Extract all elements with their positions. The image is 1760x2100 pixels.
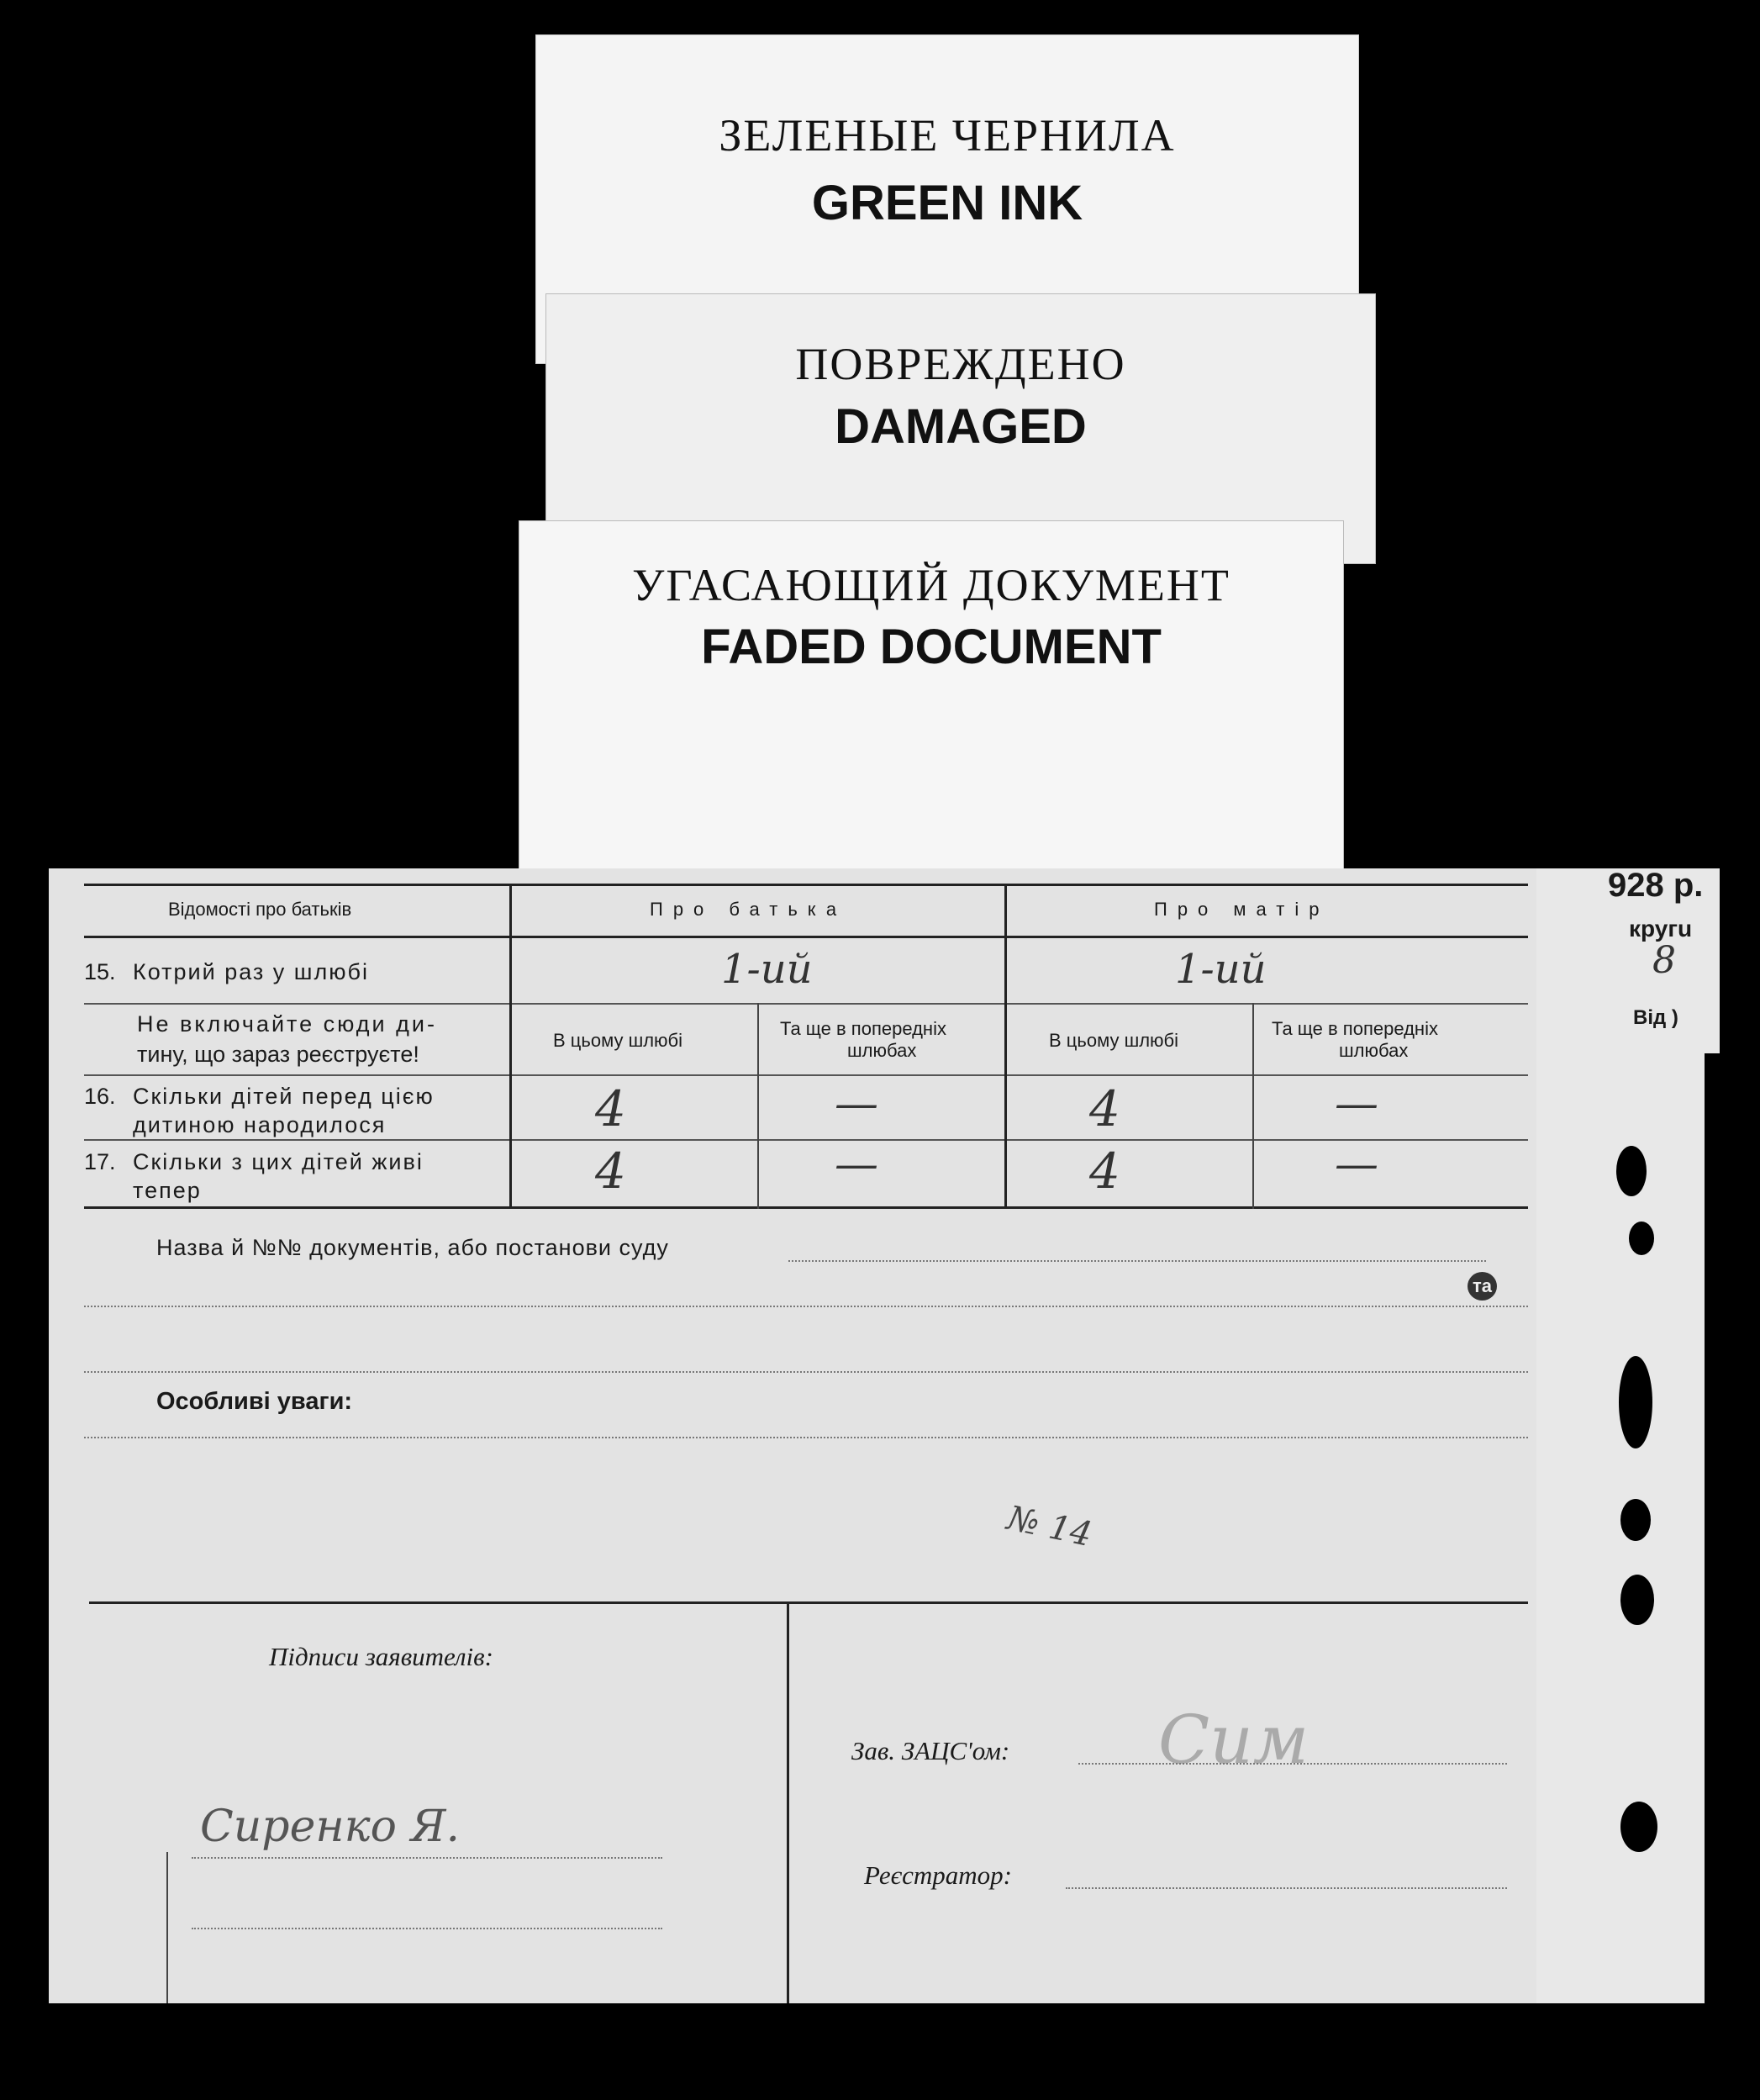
punch-hole xyxy=(1620,1802,1657,1852)
row15-label: Котрий раз у шлюбі xyxy=(133,959,369,984)
row17-mother-this: 4 xyxy=(1089,1142,1120,1200)
margin-line xyxy=(166,1852,168,2003)
year-label: 928 р. xyxy=(1608,867,1704,904)
notes-label: Особливі уваги: xyxy=(156,1388,353,1415)
row17-line-1: Скільки з цих дітей живі xyxy=(133,1149,424,1174)
stamp-scribble: № 14 xyxy=(1004,1498,1096,1555)
col-border xyxy=(509,884,512,1209)
registration-form xyxy=(49,868,1720,2003)
row16-line-1: Скільки дітей перед цією xyxy=(133,1084,435,1109)
punch-hole xyxy=(1619,1356,1652,1448)
note-line-1: Не включайте сюди ди- xyxy=(137,1011,437,1037)
mother-in-this-marriage: В цьому шлюбі xyxy=(1049,1030,1179,1051)
row-border xyxy=(84,1074,1528,1076)
father-prev-line-2: шлюбах xyxy=(847,1040,917,1061)
signature-top-border xyxy=(89,1601,1528,1604)
head-signature: Сим xyxy=(1158,1701,1309,1779)
registrar-label: Реєстратор: xyxy=(864,1860,1012,1890)
signature-line xyxy=(1066,1887,1507,1889)
documents-fill-line xyxy=(788,1260,1486,1262)
father-prev-line-1: Та ще в попередніх xyxy=(780,1018,946,1039)
col-border xyxy=(1004,884,1007,1209)
signature-divider xyxy=(787,1601,789,2003)
row16-father-this: 4 xyxy=(595,1080,626,1137)
faded-document-card xyxy=(519,521,1343,874)
row17-father-prev: — xyxy=(835,1139,878,1190)
card-en-label: GREEN INK xyxy=(811,176,1083,230)
col-border xyxy=(757,1003,759,1209)
header-bottom-border xyxy=(84,936,1528,938)
table-bottom-border xyxy=(84,1206,1528,1209)
father-header: Про батька xyxy=(650,899,847,920)
card-ru-label: ЗЕЛЕНЫЕ ЧЕРНИЛА xyxy=(719,110,1176,161)
fill-line xyxy=(84,1306,1528,1307)
row15-mother-value: 1-ий xyxy=(1175,946,1267,993)
row-number: 16. xyxy=(84,1084,116,1109)
applicants-label: Підписи заявителів: xyxy=(269,1642,493,1671)
punch-hole xyxy=(1616,1146,1647,1196)
parents-header: Відомості про батьків xyxy=(168,899,352,920)
documents-label: Назва й №№ документів, або постанови суду xyxy=(156,1235,669,1260)
row16-line-2: дитиною народилося xyxy=(133,1112,387,1137)
mother-prev-line-2: шлюбах xyxy=(1339,1040,1409,1061)
mother-prev-line-1: Та ще в попередніх xyxy=(1272,1018,1438,1039)
row-border xyxy=(84,1139,1528,1141)
applicant-signature: Сиренко Я. xyxy=(200,1802,461,1852)
torn-edge xyxy=(1705,1053,1720,2003)
row-border xyxy=(84,1003,1528,1005)
head-label: Зав. ЗАЦС'ом: xyxy=(851,1736,1010,1765)
card-en-label: FADED DOCUMENT xyxy=(701,620,1162,674)
col-border xyxy=(1252,1003,1254,1209)
signature-line xyxy=(192,1928,662,1929)
card-en-label: DAMAGED xyxy=(835,399,1087,454)
handwritten-number: 8 xyxy=(1652,939,1676,982)
table-top-border xyxy=(84,884,1528,886)
father-in-this-marriage: В цьому шлюбі xyxy=(553,1030,683,1051)
row-number: 15. xyxy=(84,959,116,984)
signature-line xyxy=(1078,1763,1507,1765)
row17-line-2: тепер xyxy=(133,1178,202,1203)
card-ru-label: УГАСАЮЩИЙ ДОКУМЕНТ xyxy=(632,560,1230,610)
okrugy-label: кругu xyxy=(1629,915,1693,942)
mother-header: Про матір xyxy=(1154,899,1330,920)
row16-father-prev: — xyxy=(835,1079,878,1129)
punch-hole xyxy=(1620,1499,1651,1541)
row17-mother-prev: — xyxy=(1335,1139,1378,1190)
fill-line xyxy=(84,1437,1528,1438)
row16-mother-prev: — xyxy=(1335,1079,1378,1129)
row17-father-this: 4 xyxy=(595,1142,626,1200)
row15-father-value: 1-ий xyxy=(721,946,813,993)
row16-mother-this: 4 xyxy=(1089,1080,1120,1137)
card-ru-label: ПОВРЕЖДЕНО xyxy=(795,339,1126,389)
row-number: 17. xyxy=(84,1149,116,1174)
note-line-2: тину, що зараз реєструєте! xyxy=(137,1042,419,1067)
fill-line xyxy=(84,1371,1528,1373)
signature-line xyxy=(192,1857,662,1859)
ta-mark: та xyxy=(1468,1272,1497,1301)
punch-hole xyxy=(1620,1575,1654,1625)
punch-hole xyxy=(1629,1221,1654,1255)
viy-label: Від ) xyxy=(1633,1006,1678,1029)
